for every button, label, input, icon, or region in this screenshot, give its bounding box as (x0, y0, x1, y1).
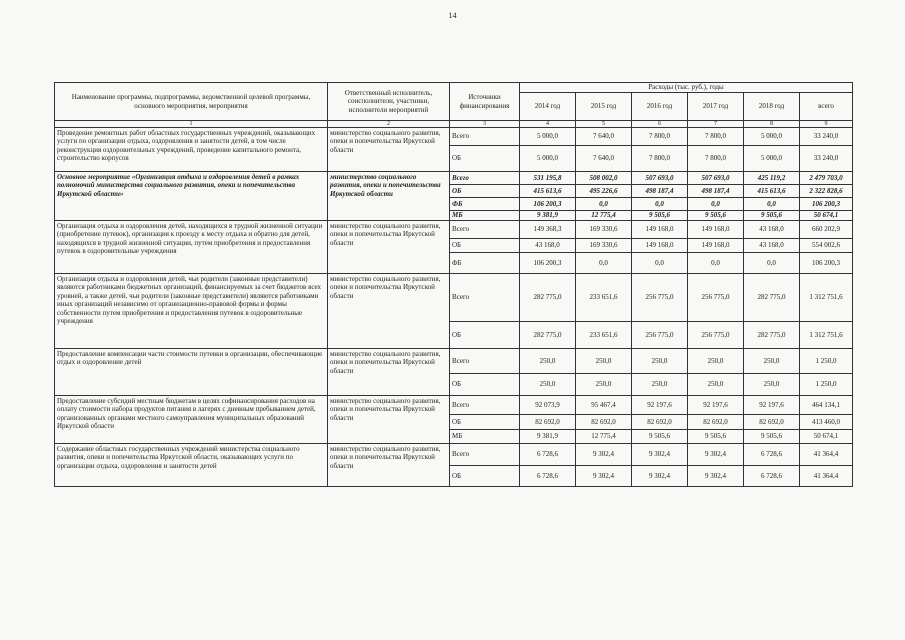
year-value: 0,0 (632, 198, 688, 211)
year-value: 9 505,6 (744, 430, 800, 444)
year-value: 6 728,6 (520, 444, 576, 466)
year-value: 149 168,0 (632, 221, 688, 239)
responsible-executor: министерство социального развития, опеки и попечительства Иркутской области (328, 274, 450, 349)
total-value: 33 240,0 (800, 146, 853, 172)
year-value: 149 368,3 (520, 221, 576, 239)
year-value: 282 775,0 (744, 322, 800, 349)
column-number-row (55, 121, 853, 128)
header-year-2017: 2017 год (688, 93, 744, 121)
year-value: 0,0 (688, 198, 744, 211)
year-value: 282 775,0 (520, 322, 576, 349)
total-value: 41 364,4 (800, 444, 853, 466)
year-value: 5 000,0 (520, 146, 576, 172)
table-row (55, 274, 853, 322)
year-value: 7 800,0 (632, 128, 688, 146)
year-value: 498 187,4 (632, 185, 688, 198)
year-value: 6 728,6 (520, 466, 576, 487)
total-value: 106 200,3 (800, 198, 853, 211)
year-value: 82 692,0 (576, 415, 632, 430)
table-row (55, 444, 853, 466)
funding-source: ФБ (450, 198, 520, 211)
year-value: 233 651,6 (576, 322, 632, 349)
column-number: 6 (632, 121, 688, 128)
total-value: 1 250,0 (800, 349, 853, 374)
header-year-2014: 2014 год (520, 93, 576, 121)
table-row (55, 128, 853, 146)
total-value: 2 479 703,0 (800, 172, 853, 185)
year-value: 9 505,6 (688, 430, 744, 444)
year-value: 12 775,4 (576, 430, 632, 444)
header-responsible: Ответственный исполнитель, соисполнители, участники, исполнители мероприятий (328, 83, 450, 121)
total-value: 106 200,3 (800, 253, 853, 274)
year-value: 508 002,0 (576, 172, 632, 185)
year-value: 282 775,0 (520, 274, 576, 322)
year-value: 7 800,0 (688, 146, 744, 172)
header-expenses: Расходы (тыс. руб.), годы (520, 83, 853, 93)
year-value: 43 168,0 (744, 239, 800, 253)
year-value: 495 226,6 (576, 185, 632, 198)
year-value: 92 197,6 (688, 396, 744, 415)
column-number: 5 (576, 121, 632, 128)
measure-name: Основное мероприятие «Организация отдыха и оздоровления детей в рамках полномочий министерства социального развития, опеки и попечительства Иркутской области» (55, 172, 328, 221)
year-value: 250,0 (744, 349, 800, 374)
responsible-executor: министерство социального развития, опеки и попечительства Иркутской области (328, 349, 450, 396)
table-row (55, 349, 853, 374)
year-value: 250,0 (688, 374, 744, 396)
year-value: 531 195,8 (520, 172, 576, 185)
funding-source: ОБ (450, 374, 520, 396)
year-value: 425 119,2 (744, 172, 800, 185)
year-value: 9 302,4 (632, 466, 688, 487)
year-value: 7 800,0 (632, 146, 688, 172)
year-value: 92 073,9 (520, 396, 576, 415)
total-value: 50 674,1 (800, 211, 853, 221)
measure-name: Предоставление компенсации части стоимости путевки в организации, обеспечивающие отдых и оздоровление детей (55, 349, 328, 396)
year-value: 250,0 (576, 349, 632, 374)
funding-source: ОБ (450, 322, 520, 349)
year-value: 106 200,3 (520, 253, 576, 274)
year-value: 9 302,4 (688, 444, 744, 466)
year-value: 250,0 (520, 349, 576, 374)
year-value: 149 168,0 (688, 239, 744, 253)
responsible-executor: министерство социального развития, опеки и попечительства Иркутской области (328, 444, 450, 487)
year-value: 256 775,0 (632, 274, 688, 322)
total-value: 554 002,6 (800, 239, 853, 253)
year-value: 43 168,0 (744, 221, 800, 239)
total-value: 464 134,1 (800, 396, 853, 415)
funding-source: Всего (450, 221, 520, 239)
year-value: 92 197,6 (744, 396, 800, 415)
year-value: 9 505,6 (744, 211, 800, 221)
year-value: 106 200,3 (520, 198, 576, 211)
funding-source: МБ (450, 430, 520, 444)
header-year-2016: 2016 год (632, 93, 688, 121)
year-value: 149 168,0 (632, 239, 688, 253)
year-value: 7 640,0 (576, 128, 632, 146)
year-value: 9 505,6 (632, 211, 688, 221)
year-value: 82 692,0 (744, 415, 800, 430)
year-value: 498 187,4 (688, 185, 744, 198)
year-value: 9 302,4 (688, 466, 744, 487)
year-value: 250,0 (744, 374, 800, 396)
column-number: 9 (800, 121, 853, 128)
year-value: 6 728,6 (744, 444, 800, 466)
measure-name: Предоставление субсидий местным бюджетам в целях софинансирования расходов на оплату стоимости набора продуктов питания в лагерях с дневным пребыванием детей, организованных органами местного самоуправления муниципальных образований Иркутской области (55, 396, 328, 444)
year-value: 5 000,0 (744, 146, 800, 172)
column-number: 7 (688, 121, 744, 128)
responsible-executor: министерство социального развития, опеки и попечительства Иркутской области (328, 128, 450, 172)
year-value: 82 692,0 (520, 415, 576, 430)
column-number: 3 (450, 121, 520, 128)
year-value: 7 640,0 (576, 146, 632, 172)
year-value: 43 168,0 (520, 239, 576, 253)
year-value: 6 728,6 (744, 466, 800, 487)
total-value: 41 364,4 (800, 466, 853, 487)
funding-source: ФБ (450, 253, 520, 274)
year-value: 7 800,0 (688, 128, 744, 146)
header-total: всего (800, 93, 853, 121)
year-value: 282 775,0 (744, 274, 800, 322)
year-value: 0,0 (744, 253, 800, 274)
year-value: 9 302,4 (576, 444, 632, 466)
header-source: Источники финансирования (450, 83, 520, 121)
total-value: 50 674,1 (800, 430, 853, 444)
table-row (55, 396, 853, 415)
funding-source: ОБ (450, 146, 520, 172)
total-value: 33 240,0 (800, 128, 853, 146)
year-value: 256 775,0 (688, 322, 744, 349)
funding-source: ОБ (450, 239, 520, 253)
total-value: 1 312 751,6 (800, 322, 853, 349)
responsible-executor: министерство социального развития, опеки и попечительства Иркутской области (328, 172, 450, 221)
year-value: 82 692,0 (688, 415, 744, 430)
column-number: 2 (328, 121, 450, 128)
measure-name: Проведение ремонтных работ областных государственных учреждений, оказывающих услуги по организации отдыха, оздоровления и занятости детей, в том числе реконструкция оздоровительных учреждений, проведение капитального ремонта, строительство корпусов (55, 128, 328, 172)
year-value: 233 651,6 (576, 274, 632, 322)
funding-source: МБ (450, 211, 520, 221)
total-value: 2 322 828,6 (800, 185, 853, 198)
table-row (55, 221, 853, 239)
year-value: 9 302,4 (632, 444, 688, 466)
funding-source: ОБ (450, 185, 520, 198)
year-value: 0,0 (688, 253, 744, 274)
year-value: 169 330,6 (576, 221, 632, 239)
year-value: 250,0 (632, 349, 688, 374)
page-number: 14 (448, 11, 457, 20)
header-name: Наименование программы, подпрограммы, ведомственной целевой программы, основного мероприятия, мероприятия (55, 83, 328, 121)
year-value: 0,0 (744, 198, 800, 211)
total-value: 1 250,0 (800, 374, 853, 396)
header-year-2018: 2018 год (744, 93, 800, 121)
year-value: 9 505,6 (688, 211, 744, 221)
year-value: 0,0 (576, 198, 632, 211)
measure-name: Организация отдыха и оздоровления детей, находящихся в трудной жизненной ситуации (приобретение путевок), организация к проезду к месту отдыха и обратно для детей, находящихся в трудной жизненной ситуации, путем приобретения и предоставления путевок в оздоровительные учреждения (55, 221, 328, 274)
measure-name: Организация отдыха и оздоровления детей, чьи родители (законные представители) являются работниками бюджетных организаций, финансируемых за счет бюджетов всех уровней, а также детей, чьи родители (законные представители) являются работниками иных организаций независимо от организационно-правовой формы и формы собственности путем приобретения и предоставления путевок в оздоровительные учреждения (55, 274, 328, 349)
funding-source: ОБ (450, 466, 520, 487)
year-value: 250,0 (632, 374, 688, 396)
column-number: 1 (55, 121, 328, 128)
year-value: 415 613,6 (520, 185, 576, 198)
total-value: 413 460,0 (800, 415, 853, 430)
year-value: 0,0 (576, 253, 632, 274)
table-row (55, 172, 853, 185)
year-value: 169 330,6 (576, 239, 632, 253)
year-value: 250,0 (576, 374, 632, 396)
year-value: 256 775,0 (632, 322, 688, 349)
total-value: 660 202,9 (800, 221, 853, 239)
year-value: 415 613,6 (744, 185, 800, 198)
column-number: 8 (744, 121, 800, 128)
year-value: 9 381,9 (520, 430, 576, 444)
year-value: 5 000,0 (744, 128, 800, 146)
year-value: 507 693,0 (632, 172, 688, 185)
funding-source: Всего (450, 274, 520, 322)
year-value: 5 000,0 (520, 128, 576, 146)
header-year-2015: 2015 год (576, 93, 632, 121)
year-value: 92 197,6 (632, 396, 688, 415)
funding-source: Всего (450, 349, 520, 374)
year-value: 9 302,4 (576, 466, 632, 487)
year-value: 149 168,0 (688, 221, 744, 239)
year-value: 507 693,0 (688, 172, 744, 185)
year-value: 12 775,4 (576, 211, 632, 221)
funding-source: Всего (450, 172, 520, 185)
year-value: 9 381,9 (520, 211, 576, 221)
total-value: 1 312 751,6 (800, 274, 853, 322)
year-value: 250,0 (688, 349, 744, 374)
funding-source: Всего (450, 396, 520, 415)
year-value: 95 467,4 (576, 396, 632, 415)
responsible-executor: министерство социального развития, опеки и попечительства Иркутской области (328, 396, 450, 444)
measure-name: Содержание областных государственных учреждений министерства социального развития, опеки и попечительства Иркутской области, оказывающих услуги по организации отдыха, оздоровления и занятости детей (55, 444, 328, 487)
funding-source: Всего (450, 444, 520, 466)
year-value: 250,0 (520, 374, 576, 396)
funding-source: Всего (450, 128, 520, 146)
year-value: 256 775,0 (688, 274, 744, 322)
funding-source: ОБ (450, 415, 520, 430)
column-number: 4 (520, 121, 576, 128)
year-value: 0,0 (632, 253, 688, 274)
year-value: 82 692,0 (632, 415, 688, 430)
year-value: 9 505,6 (632, 430, 688, 444)
budget-table (54, 82, 853, 487)
responsible-executor: министерство социального развития, опеки и попечительства Иркутской области (328, 221, 450, 274)
